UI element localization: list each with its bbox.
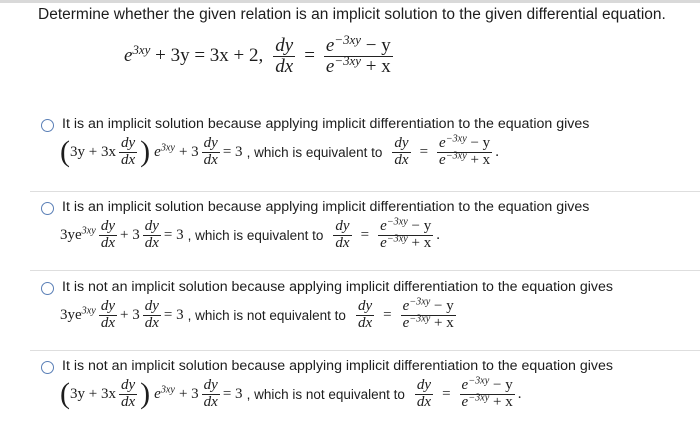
- option-2-equation: $3ye^{3xy}$ $\frac{dy}{dx}$ + 3 $\frac{dy}{dx}$ = 3 , which is equivalent to $\frac{dy}{dx}$ = $\frac{e^{-3xy} - y}{e^{-3xy} + x}$ .: [60, 216, 440, 251]
- given-equation: $e^{3xy} + 3y = 3x + 2$, $\frac{dy}{dx}$ = $\frac{e^{-3xy} - y}{e^{-3xy} + x}$: [124, 31, 391, 77]
- relation: $e^{3xy} + 3y = 3x + 2$,: [124, 42, 264, 67]
- separator: [30, 270, 700, 271]
- option-2-radio[interactable]: [41, 202, 54, 215]
- option-4-equation: ( 3y + 3x $\frac{dy}{dx}$ ) $e^{3xy}$ + 3 $\frac{dy}{dx}$ = 3 , which is not equivalent to $\frac{dy}{dx}$ = $\frac{e^{-3xy} - y}{e^{-3xy} + x}$ .: [60, 375, 522, 411]
- question-prompt: Determine whether the given relation is an implicit solution to the given differential equation.: [38, 6, 666, 23]
- option-3-text[interactable]: It is not an implicit solution because applying implicit differentiation to the equation gives: [62, 279, 614, 295]
- option-1-radio[interactable]: [41, 119, 54, 132]
- separator: [30, 350, 700, 351]
- option-1-equation: ( 3y + 3x $\frac{dy}{dx}$ ) $e^{3xy}$ + 3 $\frac{dy}{dx}$ = 3 , which is equivalent to $\frac{dy}{dx}$ = $\frac{e^{-3xy} - y}{e^{-3xy} + x}$ .: [60, 133, 499, 169]
- option-2-text[interactable]: It is an implicit solution because applying implicit differentiation to the equation gives: [62, 199, 590, 215]
- option-4-radio[interactable]: [41, 361, 54, 374]
- option-4-text[interactable]: It is not an implicit solution because applying implicit differentiation to the equation gives: [62, 358, 614, 374]
- dy-dx-fraction: $\frac{dy}{dx}$: [275, 35, 294, 77]
- top-border: [0, 0, 700, 3]
- option-3-radio[interactable]: [41, 282, 54, 295]
- rhs-fraction: $\frac{e^{-3xy} - y}{e^{-3xy} + x}$: [325, 31, 391, 77]
- option-3-equation: $3ye^{3xy}$ $\frac{dy}{dx}$ + 3 $\frac{dy}{dx}$ = 3 , which is not equivalent to $\frac{dy}{dx}$ = $\frac{e^{-3xy} - y}{e^{-3xy} + x}$: [60, 296, 454, 331]
- option-1-text[interactable]: It is an implicit solution because applying implicit differentiation to the equation gives: [62, 116, 590, 132]
- separator: [30, 191, 700, 192]
